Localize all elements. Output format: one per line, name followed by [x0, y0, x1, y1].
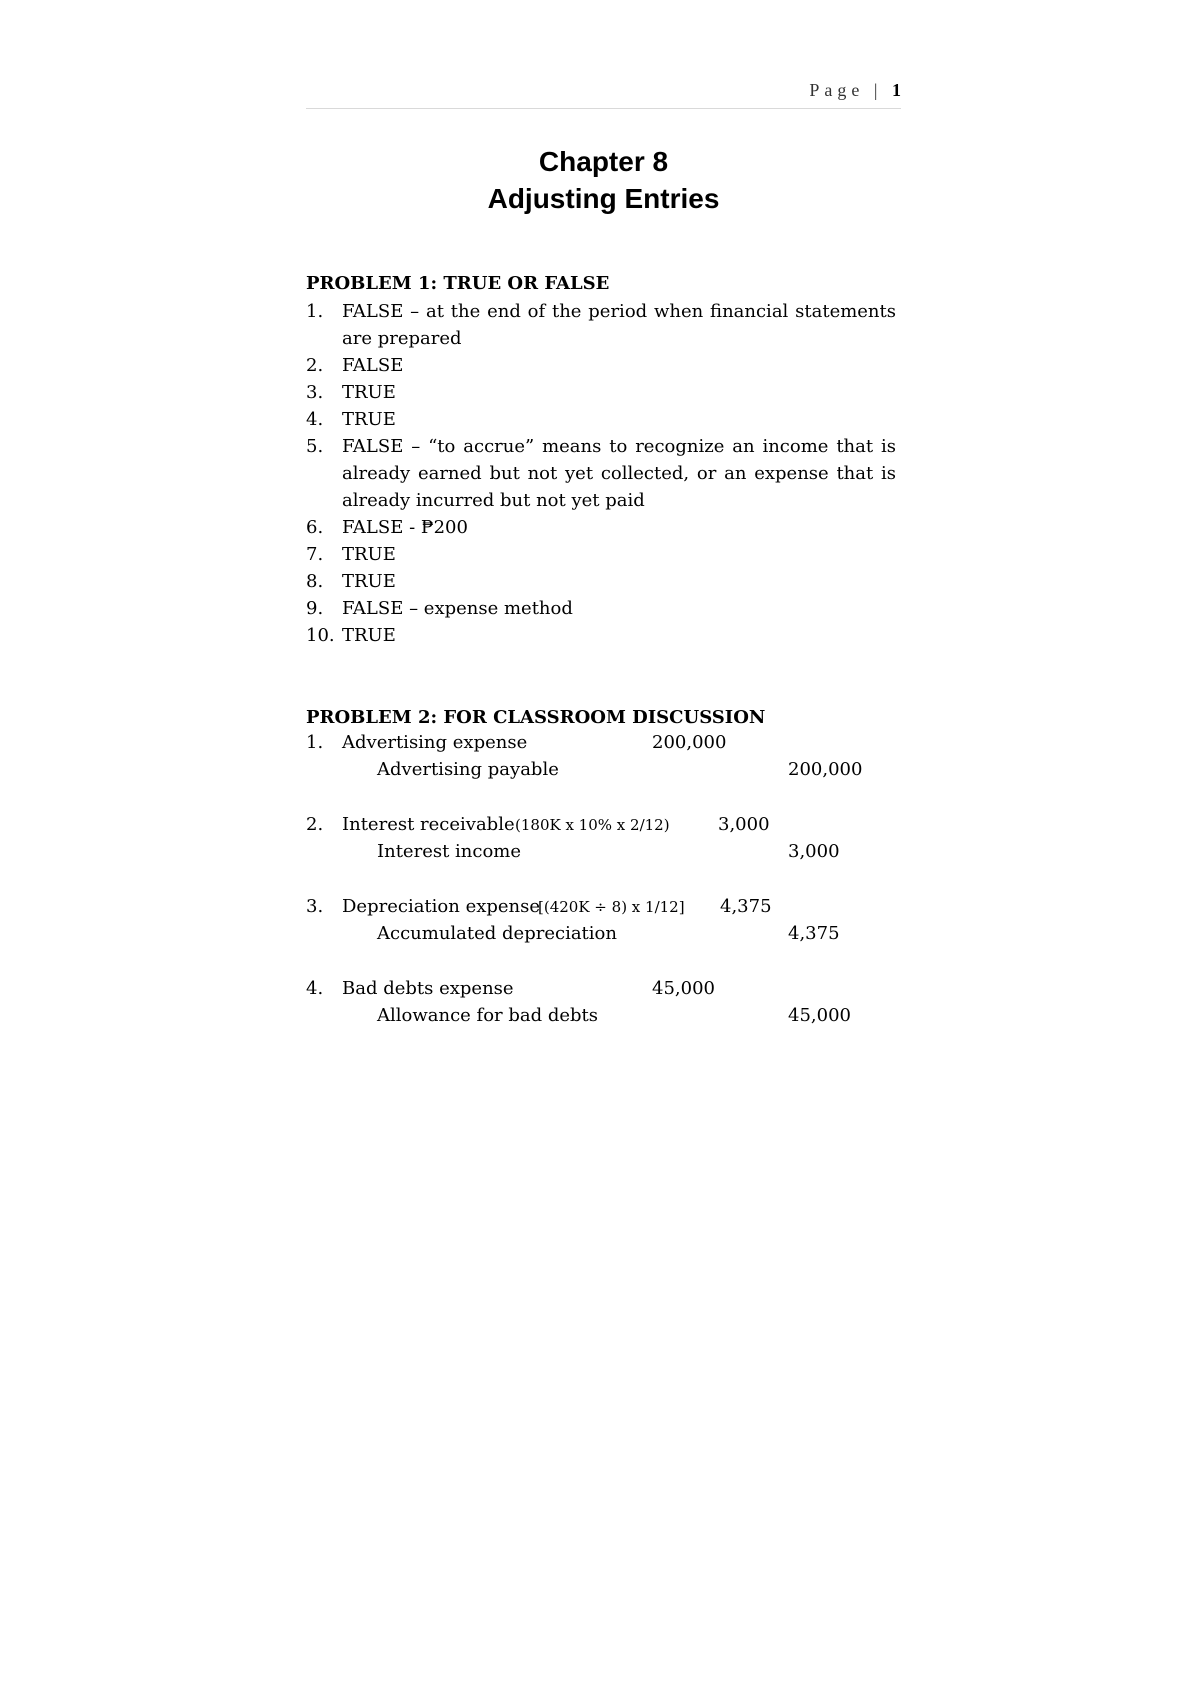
credit-account: Interest income — [377, 841, 522, 862]
debit-amount: 45,000 — [652, 978, 715, 999]
list-item: 1. FALSE – at the end of the period when financial statements are prepared — [306, 301, 896, 349]
list-item: 6. FALSE - ₱200 — [306, 517, 468, 538]
credit-account: Allowance for bad debts — [377, 1005, 599, 1026]
page-number-label: Page | 1 — [809, 80, 901, 100]
credit-amount: 45,000 — [788, 1005, 851, 1026]
journal-entry: 2. Interest receivable (180K x 10% x 2/12) 3,000 Interest income 3,000 — [306, 814, 840, 862]
journal-entry: 3. Depreciation expense [(420K ÷ 8) x 1/12] 4,375 Accumulated depreciation 4,375 — [306, 896, 840, 944]
credit-amount: 3,000 — [788, 841, 840, 862]
credit-amount: 4,375 — [788, 923, 840, 944]
list-item: 4. TRUE — [306, 409, 396, 430]
journal-entry: 1. Advertising expense 200,000 Advertising payable 200,000 — [306, 732, 863, 780]
journal-entry: 4. Bad debts expense 45,000 Allowance for bad debts 45,000 — [306, 978, 851, 1026]
debit-account: Interest receivable — [342, 814, 515, 835]
problem1-list — [306, 298, 896, 649]
list-item: 9. FALSE – expense method — [306, 598, 573, 619]
page-header — [306, 78, 901, 109]
credit-account: Accumulated depreciation — [377, 923, 617, 944]
chapter-title: Chapter 8 — [538, 146, 669, 177]
credit-amount: 200,000 — [788, 759, 863, 780]
credit-account: Advertising payable — [377, 759, 559, 780]
debit-amount: 200,000 — [652, 732, 727, 753]
debit-calculation: (180K x 10% x 2/12) — [515, 816, 670, 834]
debit-calculation: [(420K ÷ 8) x 1/12] — [538, 898, 685, 916]
problem2-heading: PROBLEM 2: FOR CLASSROOM DISCUSSION — [306, 707, 766, 728]
list-item: 8. TRUE — [306, 571, 396, 592]
debit-account: Depreciation expense — [342, 896, 541, 917]
list-item: 3. TRUE — [306, 382, 396, 403]
list-item: 10. TRUE — [306, 625, 396, 646]
debit-account: Advertising expense — [342, 732, 528, 753]
chapter-subtitle: Adjusting Entries — [487, 183, 720, 214]
list-item: 2. FALSE — [306, 355, 404, 376]
page-number: 1 — [892, 80, 901, 100]
debit-account: Bad debts expense — [342, 978, 514, 999]
list-item: 5. FALSE – “to accrue” means to recognize an income that is already earned but not yet collected, or an expense that is already incurred but not yet paid — [306, 436, 896, 511]
journal-entries — [306, 732, 901, 1060]
debit-amount: 4,375 — [720, 896, 772, 917]
debit-amount: 3,000 — [718, 814, 770, 835]
problem1-heading: PROBLEM 1: TRUE OR FALSE — [306, 273, 610, 294]
list-item: 7. TRUE — [306, 544, 396, 565]
